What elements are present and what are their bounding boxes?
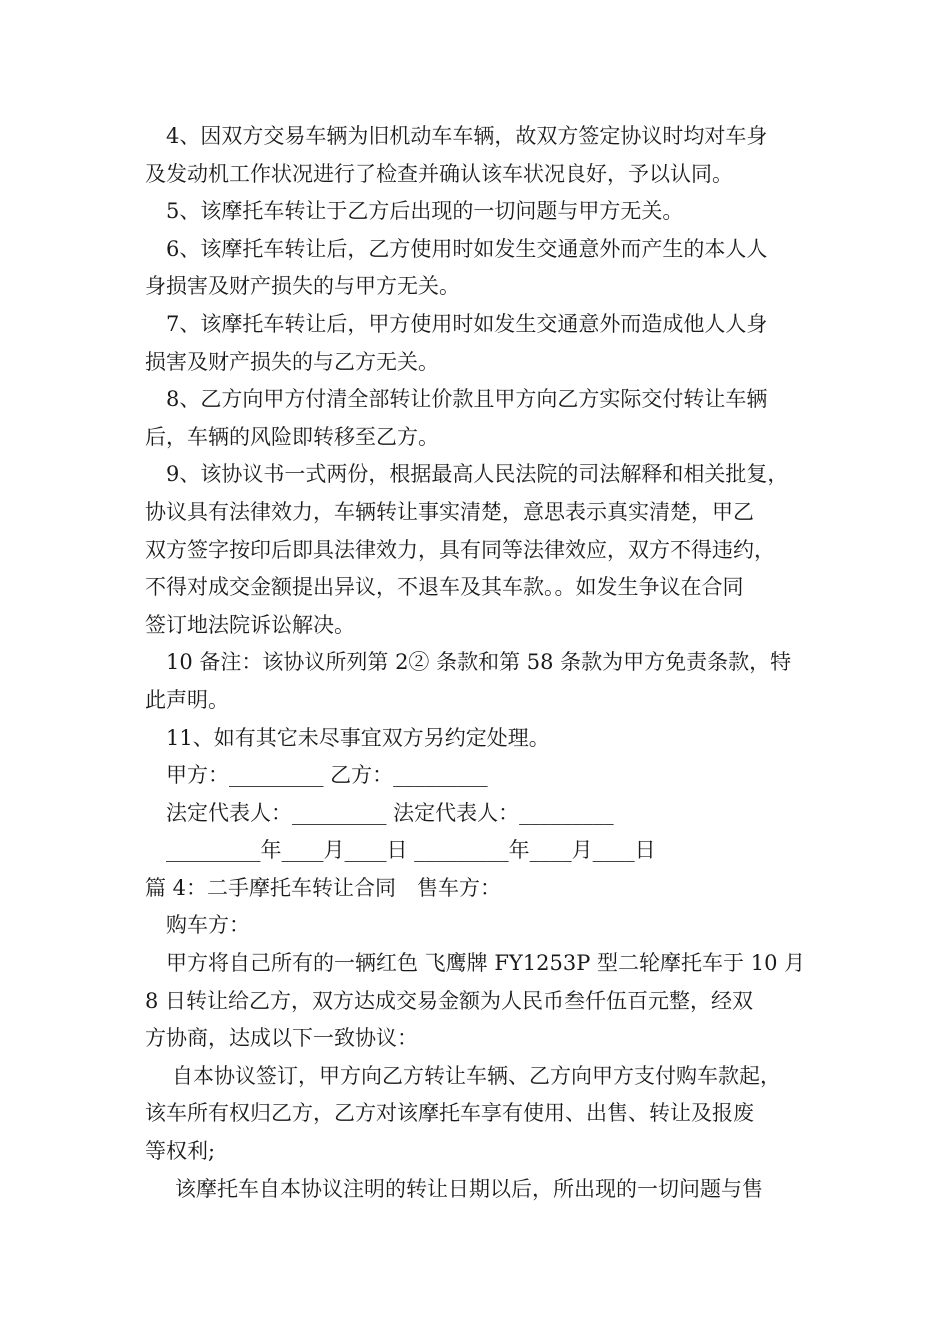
paragraph-line: 甲方将自己所有的一辆红色 飞鹰牌 FY1253P 型二轮摩托车于 10 月 (166, 951, 806, 976)
paragraph-line: 该摩托车自本协议注明的转让日期以后，所出现的一切问题与售 (175, 1176, 763, 1201)
section-heading: 篇 4：二手摩托车转让合同 售车方： (145, 875, 502, 900)
paragraph-line: 损害及财产损失的与乙方无关。 (145, 349, 439, 374)
paragraph-line: 及发动机工作状况进行了检查并确认该车状况良好，予以认同。 (145, 161, 733, 186)
paragraph-line: 该车所有权归乙方，乙方对该摩托车享有使用、出售、转让及报废 (145, 1101, 754, 1126)
signature-line-dates: _________年____月____日 _________年____月____日 (166, 838, 656, 863)
paragraph-line: 9、该协议书一式两份，根据最高人民法院的司法解释和相关批复， (166, 462, 789, 487)
paragraph-line: 11、如有其它未尽事宜双方另约定处理。 (166, 725, 550, 750)
signature-line-parties: 甲方：_________ 乙方：_________ (166, 763, 488, 788)
paragraph-line: 自本协议签订，甲方向乙方转让车辆、乙方向甲方支付购车款起， (172, 1063, 781, 1088)
paragraph-line: 8 日转让给乙方，双方达成交易金额为人民币叁仟伍百元整，经双 (145, 988, 754, 1013)
paragraph-line: 方协商，达成以下一致协议： (145, 1026, 418, 1051)
paragraph-line: 7、该摩托车转让后，甲方使用时如发生交通意外而造成他人人身 (166, 311, 768, 336)
paragraph-line: 双方签字按印后即具法律效力，具有同等法律效应，双方不得违约， (145, 537, 775, 562)
paragraph-line: 身损害及财产损失的与甲方无关。 (145, 274, 460, 299)
paragraph-line: 此声明。 (145, 687, 229, 712)
paragraph-line: 6、该摩托车转让后，乙方使用时如发生交通意外而产生的本人人 (166, 236, 768, 261)
paragraph-line: 4、因双方交易车辆为旧机动车车辆，故双方签定协议时均对车身 (166, 124, 768, 148)
paragraph-line: 后，车辆的风险即转移至乙方。 (145, 424, 439, 449)
paragraph-line: 购车方： (166, 913, 250, 938)
signature-line-representatives: 法定代表人：_________ 法定代表人：_________ (166, 800, 614, 825)
paragraph-line: 5、该摩托车转让于乙方后出现的一切问题与甲方无关。 (166, 199, 684, 224)
document-page (145, 118, 835, 1208)
paragraph-line: 10 备注：该协议所列第 2② 条款和第 58 条款为甲方免责条款，特 (166, 650, 792, 675)
paragraph-line: 8、乙方向甲方付清全部转让价款且甲方向乙方实际交付转让车辆 (166, 387, 768, 412)
paragraph-line: 不得对成交金额提出异议，不退车及其车款。。如发生争议在合同 (145, 575, 744, 600)
paragraph-line: 等权利; (145, 1139, 216, 1164)
paragraph-line: 协议具有法律效力，车辆转让事实清楚，意思表示真实清楚，甲乙 (145, 499, 754, 524)
paragraph-line: 签订地法院诉讼解决。 (145, 612, 355, 637)
